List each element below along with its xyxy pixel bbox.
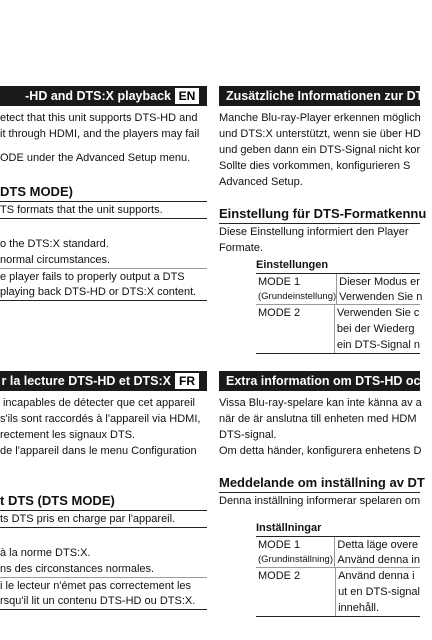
swedish-banner-title: Extra information om DTS-HD och [226, 374, 429, 388]
swedish-subtext: Denna inställning informerar spelaren om [219, 495, 421, 507]
english-table-row: o the DTS:X standard. [0, 238, 109, 250]
french-subtext: ts DTS pris en charge par l'appareil. [0, 513, 176, 525]
mode-description: Använd denna i [338, 570, 415, 582]
english-section [0, 86, 207, 306]
swedish-section [219, 371, 429, 640]
mode-description: ein DTS-Signal n [336, 339, 420, 351]
german-table-header: Einstellungen [256, 256, 420, 274]
english-table-row: playing back DTS-HD or DTS:X content. [0, 286, 197, 298]
german-intro-line: Advanced Setup. [219, 176, 303, 188]
french-intro-line: incapables de détecter que cet appareil [2, 397, 195, 409]
swedish-heading: Meddelande om inställning av DT [219, 473, 420, 493]
mode-description: Verwenden Sie n [339, 291, 423, 303]
mode-label: MODE 1 [258, 539, 301, 551]
french-table-row: i le lecteur n'émet pas correctement les [0, 577, 207, 593]
english-table-row: e player fails to properly output a DTS [0, 268, 207, 284]
french-section [0, 371, 207, 640]
french-intro-line: rectement les signaux DTS. [0, 429, 136, 441]
french-table-row: ns des circonstances normales. [0, 563, 155, 575]
english-heading: DTS MODE) [0, 182, 207, 202]
french-heading: t DTS (DTS MODE) [0, 491, 207, 511]
german-intro-line: Manche Blu-ray-Player erkennen möglich [219, 112, 421, 124]
mode-description: Verwenden Sie c [336, 307, 420, 319]
german-banner [219, 86, 432, 106]
english-intro-line: ODE under the Advanced Setup menu. [0, 152, 191, 164]
german-settings-table [256, 256, 423, 354]
swedish-intro-line: Vissa Blu-ray-spelare kan inte känna av a [219, 397, 422, 409]
german-intro-line: Sollte dies vorkommen, konfigurieren S [219, 160, 411, 172]
swedish-intro-line: DTS-signal. [219, 429, 277, 441]
language-badge-fr: FR [175, 373, 199, 389]
english-banner-title: -HD and DTS:X playback [25, 89, 171, 103]
table-row [256, 568, 420, 617]
french-table-row: rsqu'il lit un contenu DTS-HD ou DTS:X. [0, 595, 196, 607]
french-table-row: à la norme DTS:X. [0, 547, 91, 559]
swedish-intro-line: Om detta händer, konfigurera enhetens D [219, 445, 422, 457]
mode-default-note: (Grundeinstellung) [258, 291, 337, 302]
mode-label: MODE 2 [258, 570, 301, 582]
english-intro-line: etect that this unit supports DTS-HD and [0, 112, 198, 124]
language-badge-en: EN [175, 88, 199, 104]
mode-description: Dieser Modus er [339, 276, 420, 288]
swedish-table-header: Inställningar [256, 519, 420, 537]
table-row [256, 537, 420, 568]
swedish-banner [219, 371, 429, 391]
mode-description: Detta läge overe [337, 539, 419, 551]
mode-label: MODE 1 [258, 276, 301, 288]
german-subtext: Formate. [219, 242, 264, 254]
french-intro-line: de l'appareil dans le menu Configuration [0, 445, 197, 457]
mode-description: ut en DTS-signal [338, 586, 420, 598]
swedish-settings-table [256, 519, 420, 617]
english-table-row: normal circumstances. [0, 254, 111, 266]
mode-label: MODE 2 [258, 307, 301, 319]
german-subtext: Diese Einstellung informiert den Player [219, 226, 409, 238]
english-subtext: TS formats that the unit supports. [0, 204, 163, 216]
french-banner [0, 371, 207, 391]
german-section [219, 86, 432, 351]
table-row [256, 305, 420, 354]
english-banner [0, 86, 207, 106]
mode-description: Använd denna in [337, 554, 420, 566]
german-intro-line: und DTS:X unterstützt, wenn sie über HD [219, 128, 421, 140]
mode-description: bei der Wiederg [336, 323, 415, 335]
french-intro-line: s'ils sont raccordés à l'appareil via HDMI, [0, 413, 201, 425]
french-banner-title: r la lecture DTS-HD et DTS:X [1, 374, 171, 388]
german-banner-title: Zusätzliche Informationen zur DTS [226, 89, 432, 103]
mode-default-note: (Grundinställning) [258, 554, 333, 565]
english-intro-line: it through HDMI, and the players may fail [0, 128, 200, 140]
german-intro-line: und geben dann ein DTS-Signal nicht kor [219, 144, 421, 156]
mode-description: innehåll. [338, 602, 380, 614]
german-heading: Einstellung für DTS-Formatkennu [219, 204, 420, 224]
swedish-intro-line: när de är anslutna till enheten med HDM [219, 413, 417, 425]
table-row [256, 274, 423, 305]
